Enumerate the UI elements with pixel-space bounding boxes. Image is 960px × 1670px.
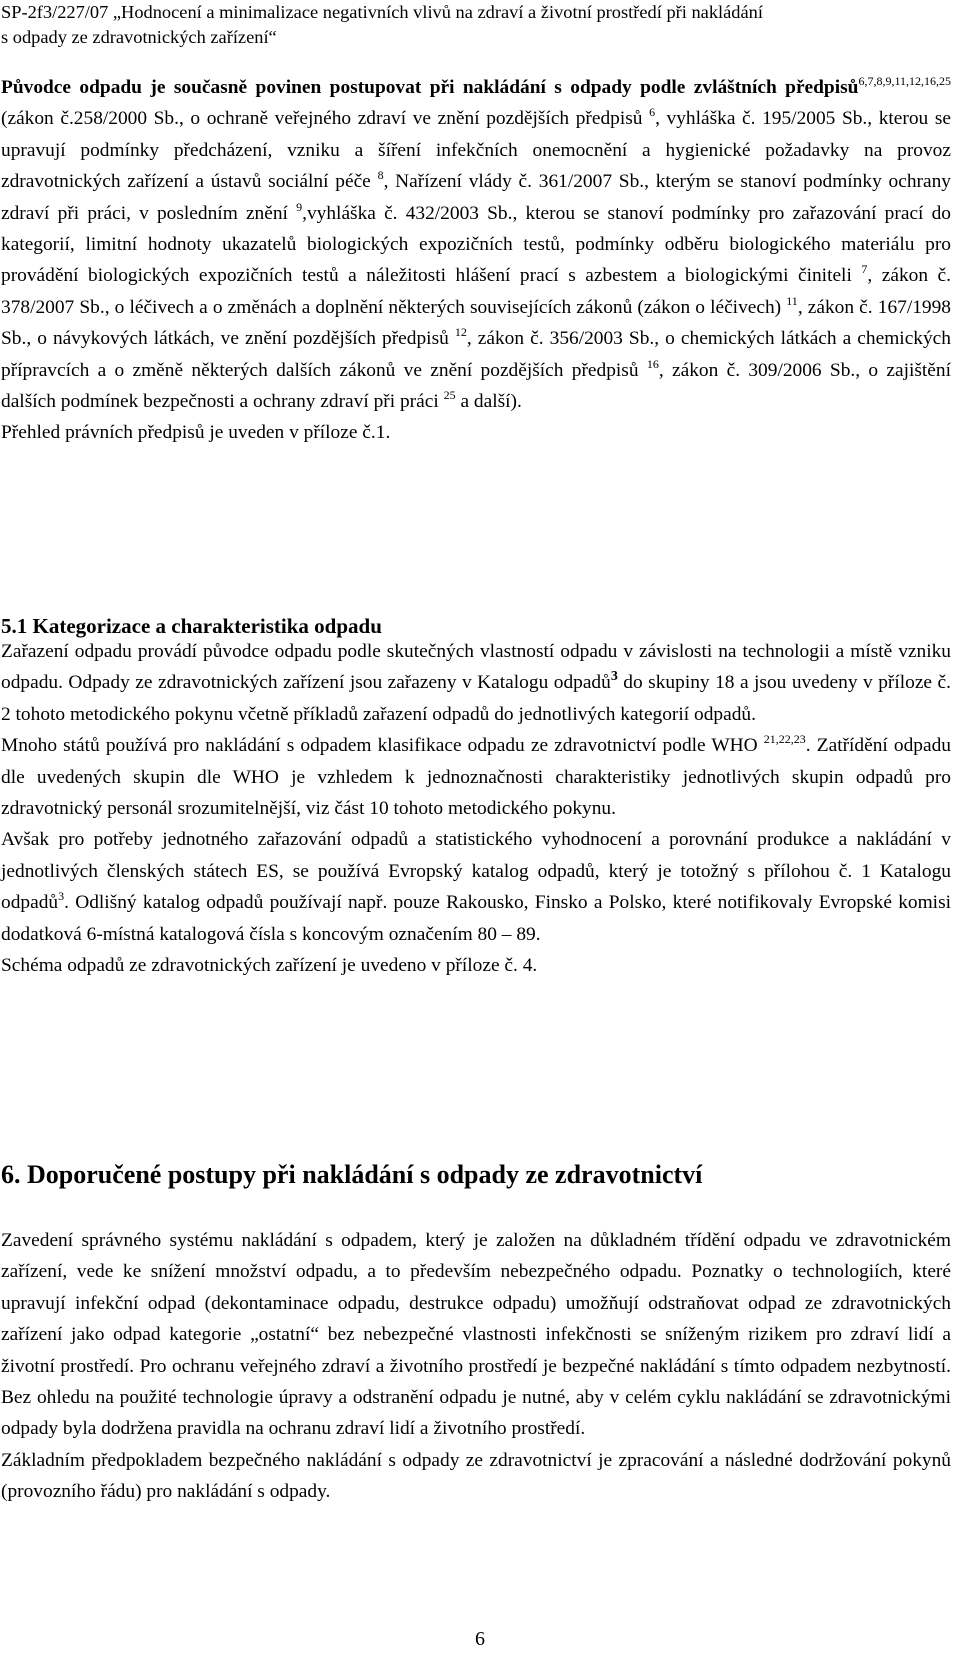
page-number: 6 (475, 1628, 485, 1650)
footnote-ref: 7 (861, 262, 868, 277)
lead-text: a další). (455, 391, 522, 413)
s51-text: do skupiny 18 a jsou uvedeny v příloze č. 2 tohoto metodického pokynu včetně příkladů zařazení odpadů do jednotlivých kategorií odpadů. (1, 672, 951, 725)
footnote-ref: 8 (377, 168, 384, 183)
footnote-ref: 3 (610, 669, 618, 685)
s51-text: Avšak pro potřeby jednotného zařazování odpadů a statistického vyhodnocení a porovnání produkce a nakládání v jednotlivých členských státech ES, se používá Evropský katalog odpadů, který je totožný s přílohou č. 1 Katalogu odpadů (1, 829, 951, 914)
section-6-heading: 6. Doporučené postupy při nakládání s odpady ze zdravotnictví (1, 1160, 703, 1189)
s51-text: . Zatřídění odpadu dle uvedených skupin dle WHO je vzhledem k jednoznačnosti charakteristiky jednotlivých skupin odpadů pro zdravotnický personál srozumitelnější, viz část 10 tohoto metodického pokynu. (1, 735, 951, 820)
footnote-ref: 16 (646, 356, 659, 371)
lead-text: ,vyhláška č. 432/2003 Sb., kterou se stanoví podmínky pro zařazování prací do kategorií, limitní hodnoty ukazatelů biologických expozičních testů, podmínky odběru biologického materiálu pro provádění biologických expozičních testů a náležitosti hlášení prací s azbestem a biologickými činiteli (1, 202, 951, 287)
footnote-ref: 21,22,23 (763, 732, 806, 747)
footnote-ref: 11 (786, 293, 798, 308)
s51-text: Mnoho států používá pro nakládání s odpadem klasifikace odpadu ze zdravotnictví podle WHO (1, 735, 764, 757)
lead-text: , zákon č. 378/2007 Sb., o léčivech a o změnách a doplnění některých souvisejících zákonů (zákon o léčivech) (1, 265, 951, 318)
overview-sentence: Přehled právních předpisů je uveden v příloze č.1. (1, 422, 391, 444)
footnote-ref: 25 (443, 388, 456, 403)
s51-text: . Odlišný katalog odpadů používají např. pouze Rakousko, Finsko a Polsko, které notifikovaly Evropské komisi dodatková 6-místná katalogová čísla s koncovým označením 80 – 89. (1, 892, 951, 945)
lead-text: , vyhláška č. 195/2005 Sb., kterou se upravují podmínky předcházení, vzniku a šíření infekčních onemocnění a hygienické požadavky na provoz zdravotnických zařízení a ústavů sociální péče (1, 108, 951, 193)
footnote-ref: 6,7,8,9,11,12,16,25 (858, 74, 951, 88)
legal-requirements-paragraph (1, 72, 951, 449)
s51-text: Zařazení odpadu provádí původce odpadu podle skutečných vlastností odpadu v závislosti na technologii a místě vzniku odpadu. Odpady ze zdravotnických zařízení jsou zařazeny v Katalogu odpadů (1, 641, 951, 694)
s6-paragraph: Zavedení správného systému nakládání s odpadem, který je založen na důkladném třídění odpadu ve zdravotnickém zařízení, vede ke snížení množství odpadu, a to především nebezpečného odpadu. Poznatky o technologiích, které upravují infekční odpad (dekontaminace odpadu, destrukce odpadu) umožňují odstraňovat odpad ze zdravotnických zařízení jako odpad kategorie „ostatní“ bez nebezpečné vlastnosti infekčnosti se sníženým rizikem pro zdraví lidí a životní prostředí. Pro ochranu veřejného zdraví a životního prostředí je bezpečné nakládání s tímto odpadem nezbytností. Bez ohledu na použité technologie úpravy a odstranění odpadu je nutné, aby v celém cyklu nakládání se zdravotnickými odpady byla dodržena pravidla na ochranu zdraví lidí a životního prostředí. (1, 1230, 951, 1440)
s51-text: Schéma odpadů ze zdravotnických zařízení je uvedeno v příloze č. 4. (1, 955, 538, 977)
s6-paragraph: Základním předpokladem bezpečného nakládání s odpady ze zdravotnictví je zpracování a následné dodržování pokynů (provozního řádu) pro nakládání s odpady. (1, 1449, 951, 1503)
lead-bold-text: Původce odpadu je současně povinen postupovat při nakládání s odpady podle zvláštních předpisů (1, 77, 859, 98)
running-header (1, 0, 951, 50)
header-line-1: SP-2f3/227/07 „Hodnocení a minimalizace negativních vlivů na zdraví a životní prostředí při nakládání (1, 2, 763, 22)
lead-text: , zákon č. 167/1998 Sb., o návykových látkách, ve znění pozdějších předpisů (1, 296, 952, 350)
lead-text: (zákon č.258/2000 Sb., o ochraně veřejného zdraví ve znění pozdějších předpisů (1, 108, 650, 130)
header-line-2: s odpady ze zdravotnických zařízení“ (1, 27, 277, 47)
section-6-body (1, 1225, 951, 1508)
footnote-ref: 6 (649, 105, 656, 120)
section-5-1-body (1, 636, 951, 981)
lead-text: , zákon č. 356/2003 Sb., o chemických látkách a chemických přípravcích a o změně některých dalších zákonů ve znění pozdějších předpisů (1, 328, 951, 381)
footnote-ref: 3 (58, 889, 65, 904)
section-5-1-heading: 5.1 Kategorizace a charakteristika odpadu (1, 614, 382, 638)
footnote-ref: 9 (296, 199, 303, 214)
lead-text: , Nařízení vlády č. 361/2007 Sb., kterým se stanoví podmínky ochrany zdraví při práci, v posledním znění (1, 171, 951, 224)
lead-text: , zákon č. 309/2006 Sb., o zajištění dalších podmínek bezpečnosti a ochrany zdraví při práci (1, 359, 951, 413)
footnote-ref: 12 (454, 325, 467, 340)
